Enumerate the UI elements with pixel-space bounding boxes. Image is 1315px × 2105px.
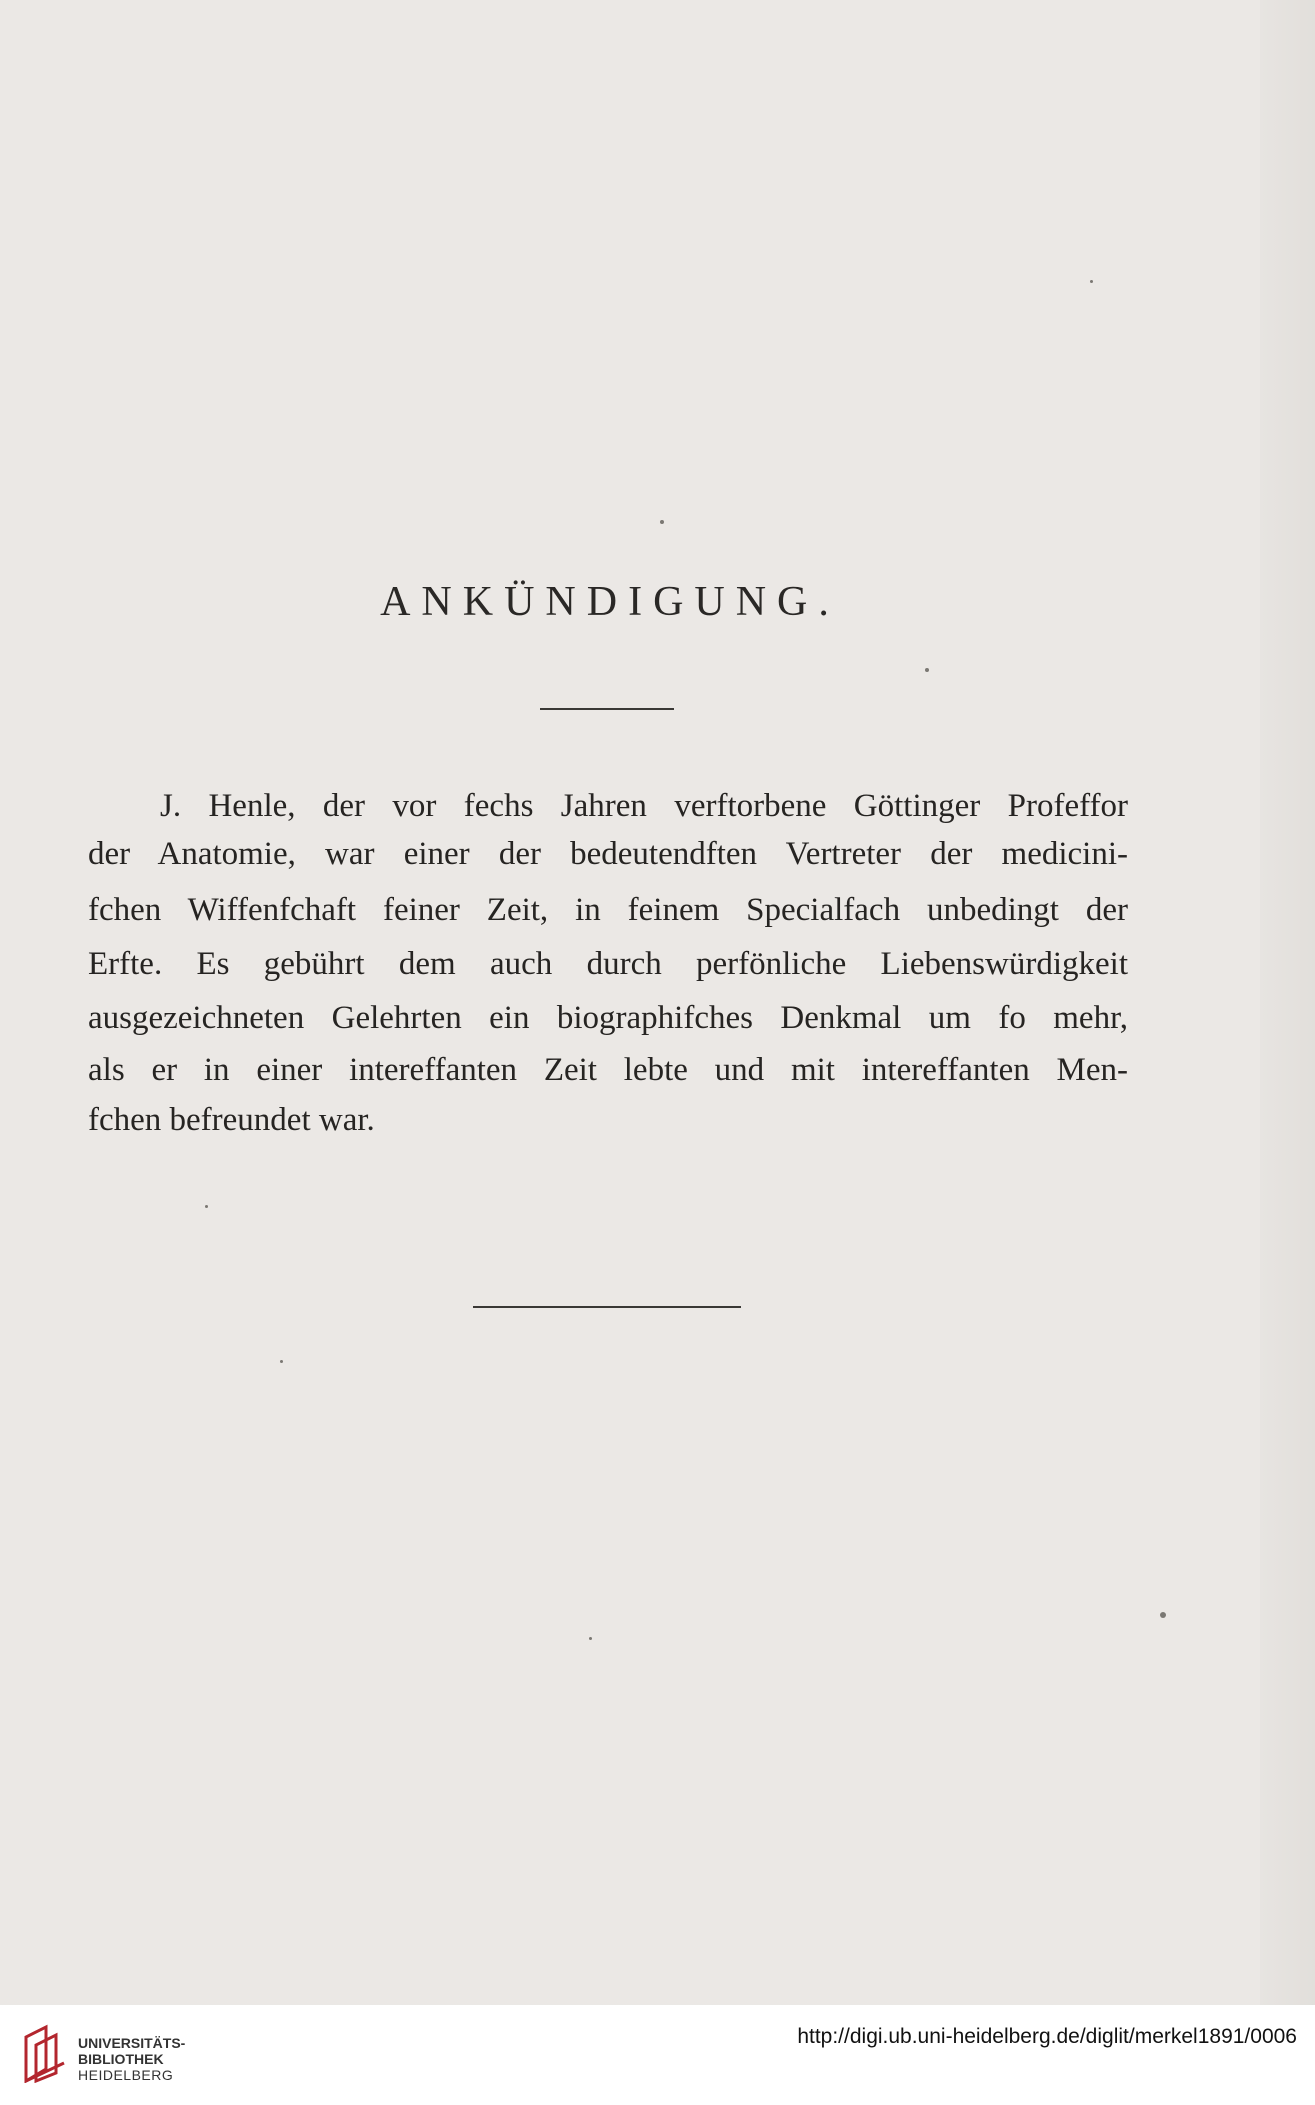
paper-speck — [280, 1360, 283, 1363]
library-logo-text — [78, 2035, 185, 2083]
paper-speck — [1160, 1612, 1166, 1618]
paragraph-line: als er in einer intereffanten Zeit lebte und mit intereffanten Men- — [88, 1052, 1128, 1088]
paragraph-line: Erfte. Es gebührt dem auch durch perfönliche Liebenswürdigkeit — [88, 946, 1128, 982]
paragraph-line: fchen befreundet war. — [88, 1102, 375, 1138]
paragraph-line: fchen Wiffenfchaft feiner Zeit, in feinem Specialfach unbedingt der — [88, 892, 1128, 928]
paragraph-line: der Anatomie, war einer der bedeutendften Vertreter der medicini- — [88, 836, 1128, 872]
paper-speck — [205, 1205, 208, 1208]
paper-speck — [660, 520, 664, 524]
page-edge-shadow — [1260, 0, 1315, 2005]
heading-divider — [540, 708, 674, 710]
paragraph-line: ausgezeichneten Gelehrten ein biographifches Denkmal um fo mehr, — [88, 1000, 1128, 1036]
paper-speck — [925, 668, 929, 672]
source-url-link[interactable]: http://digi.ub.uni-heidelberg.de/diglit/merkel1891/0006 — [797, 2025, 1297, 2048]
page-heading: ANKÜNDIGUNG. — [380, 579, 840, 625]
paragraph-line: J. Henle, der vor fechs Jahren verftorbene Göttinger Profeffor — [160, 788, 1128, 824]
paper-speck — [1090, 280, 1093, 283]
closing-divider — [473, 1306, 741, 1308]
logo-line: BIBLIOTHEK — [78, 2051, 164, 2067]
library-logo-icon — [20, 2023, 68, 2083]
footer-bar — [0, 2005, 1315, 2105]
paper-speck — [589, 1637, 592, 1640]
logo-line: HEIDELBERG — [78, 2067, 174, 2083]
logo-line: UNIVERSITÄTS- — [78, 2035, 186, 2051]
